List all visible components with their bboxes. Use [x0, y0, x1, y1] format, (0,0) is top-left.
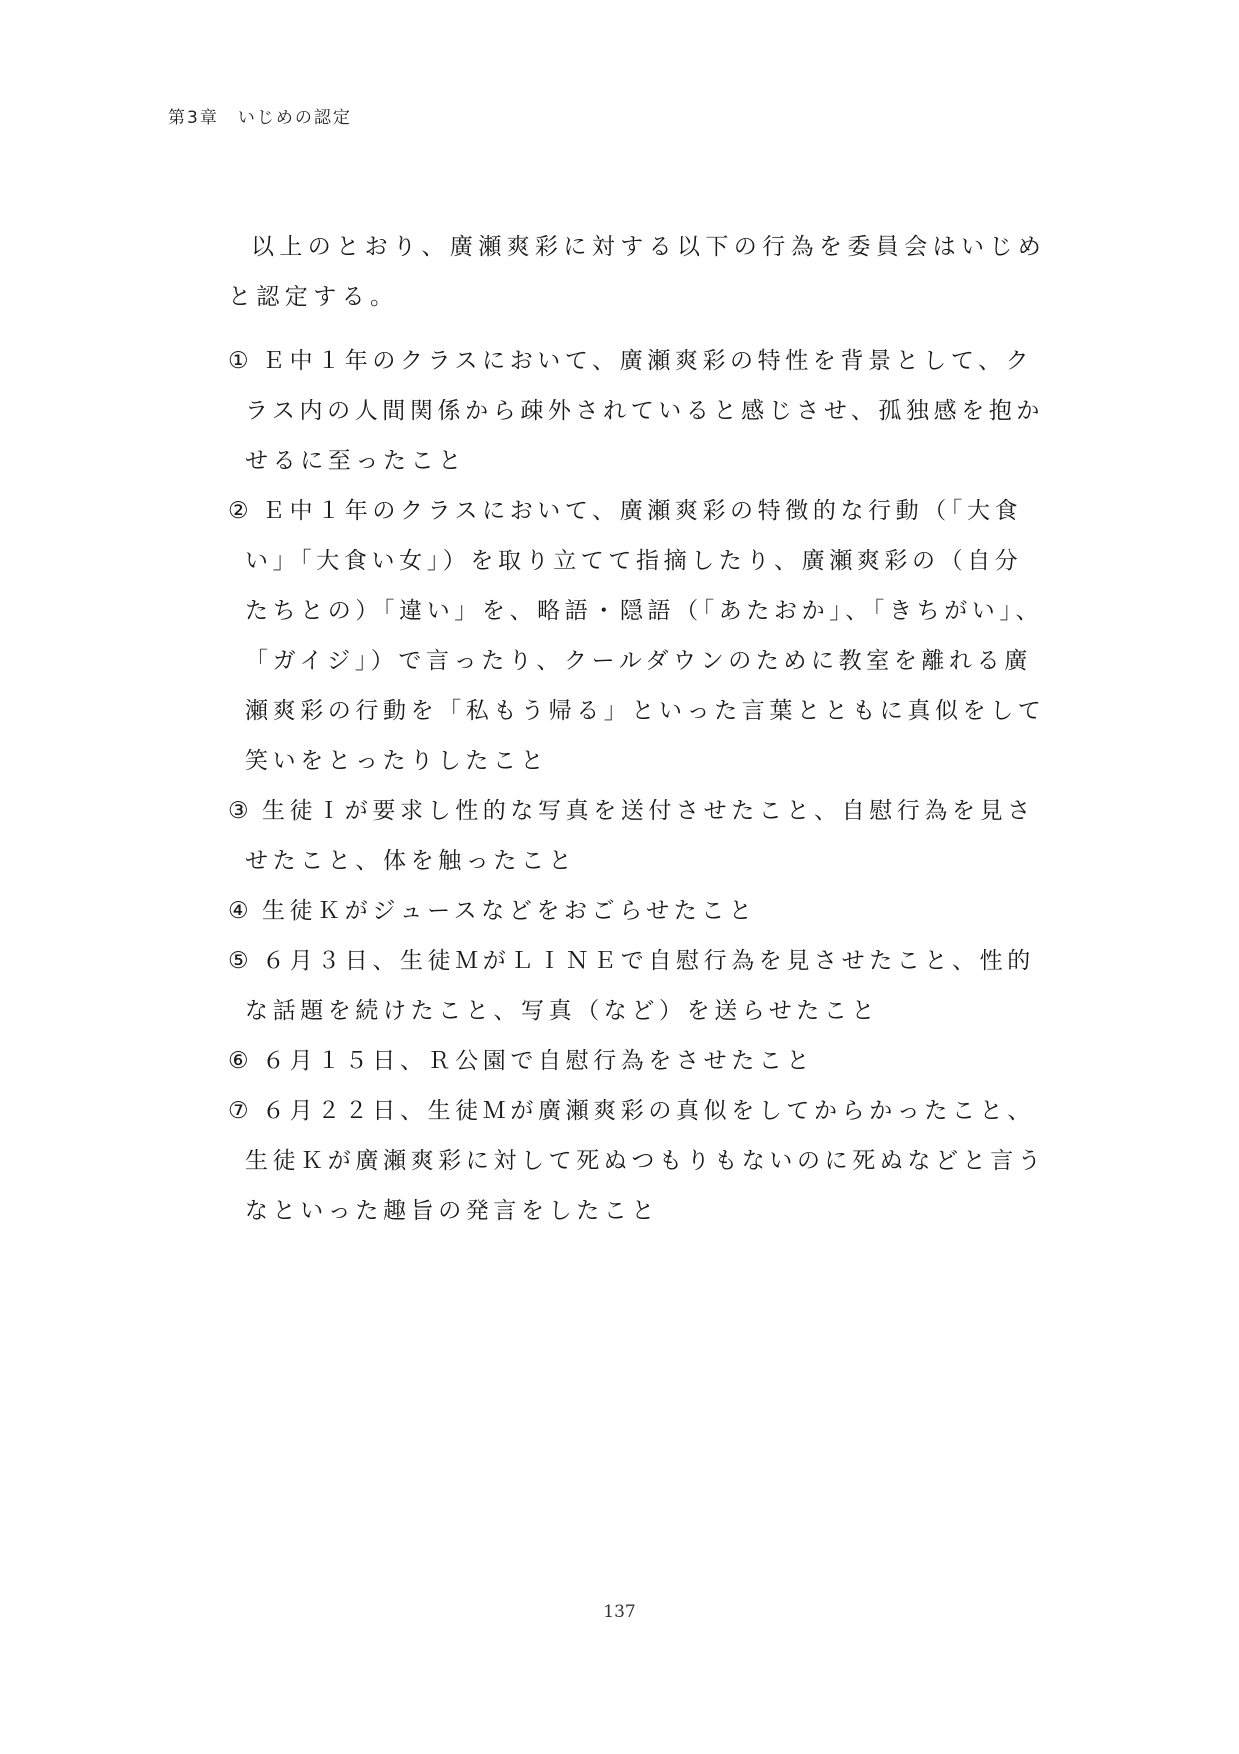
item-number: ② — [228, 498, 254, 524]
item-text: 生徒Ｉが要求し性的な写真を送付させたこと、自慰行為を見させたこと、体を触ったこと — [245, 798, 1035, 874]
page-number: 137 — [603, 1602, 636, 1622]
item-number: ④ — [228, 898, 254, 924]
item-text: ６月１５日、Ｒ公園で自慰行為をさせたこと — [262, 1048, 814, 1074]
item-number: ③ — [228, 798, 254, 824]
item-text: ６月２２日、生徒Ｍが廣瀬爽彩の真似をしてからかったこと、生徒Ｋが廣瀬爽彩に対して死ぬつもりもないのに死ぬなどと言うなといった趣旨の発言をしたこと — [245, 1098, 1046, 1224]
item-text: 生徒Ｋがジュースなどをおごらせたこと — [262, 898, 757, 924]
list-item — [228, 486, 1048, 786]
list-item — [228, 886, 1048, 936]
list-item — [228, 1086, 1048, 1236]
item-number: ⑦ — [228, 1098, 254, 1124]
lead-paragraph: 以上のとおり、廣瀬爽彩に対する以下の行為を委員会はいじめと認定する。 — [228, 234, 1047, 310]
list-item — [228, 786, 1048, 886]
list-item — [228, 336, 1048, 486]
item-text: ６月３日、生徒ＭがＬＩＮＥで自慰行為を見させたこと、性的な話題を続けたこと、写真（など）を送らせたこと — [245, 948, 1035, 1024]
item-text: Ｅ中１年のクラスにおいて、廣瀬爽彩の特性を背景として、クラス内の人間関係から疎外されていると感じさせ、孤独感を抱かせるに至ったこと — [245, 348, 1045, 474]
item-number: ① — [228, 348, 254, 374]
body-text — [228, 222, 1048, 1236]
item-number: ⑤ — [228, 948, 254, 974]
list-item — [228, 1036, 1048, 1086]
chapter-header: 第3章 いじめの認定 — [168, 108, 352, 128]
item-number: ⑥ — [228, 1048, 254, 1074]
finding-list — [228, 336, 1048, 1236]
list-item — [228, 936, 1048, 1036]
item-text: Ｅ中１年のクラスにおいて、廣瀬爽彩の特徴的な行動（「大食い」「大食い女」）を取り立てて指摘したり、廣瀬爽彩の（自分たちとの）「違い」を、略語・隠語（「あたおか」、「きちがい」、「ガイジ」）で言ったり、クールダウンのために教室を離れる廣瀬爽彩の行動を「私もう帰る」といった言葉とともに真似をして笑いをとったりしたこと — [245, 498, 1046, 774]
